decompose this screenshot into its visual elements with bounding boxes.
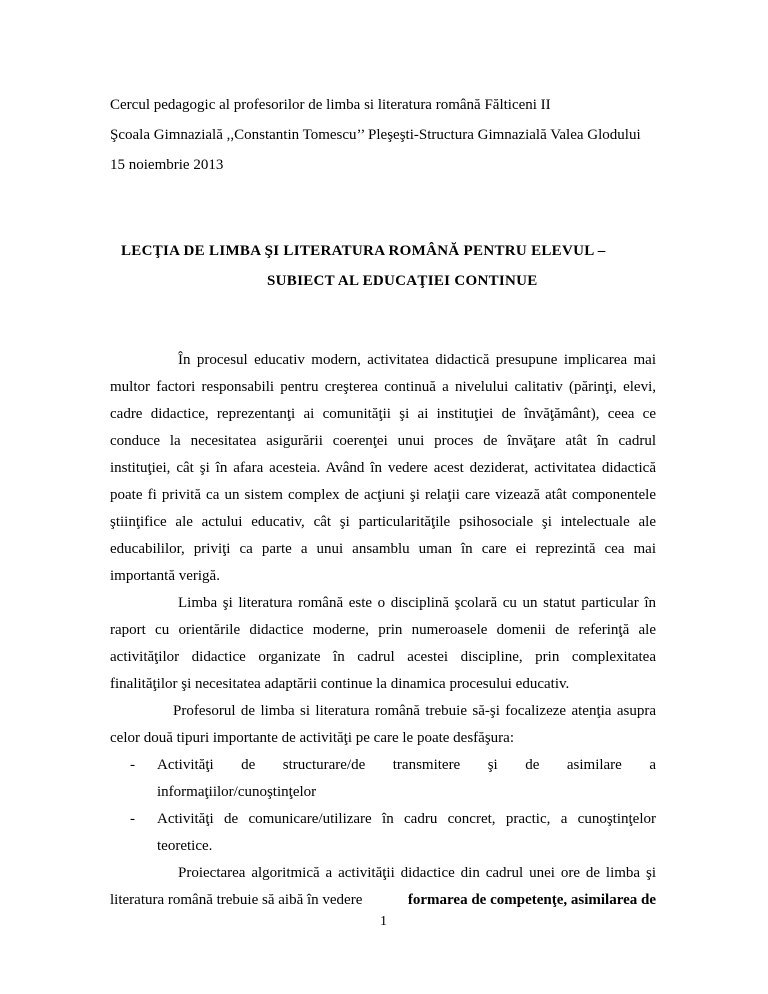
paragraph-1-line-8: educabililor, priviţi ca parte a unui ansamblu uman în care ei reprezintă cea mai — [110, 541, 656, 557]
bullet-1-dash: - — [130, 757, 135, 773]
paragraph-2-line-1: Limba şi literatura română este o disciplină şcolară cu un statut particular în — [178, 595, 656, 611]
bullet-2-line-1: Activităţi de comunicare/utilizare în cadru concret, practic, a cunoştinţelor — [157, 811, 656, 827]
title-line-2: SUBIECT AL EDUCAŢIEI CONTINUE — [267, 273, 538, 289]
paragraph-1-line-3: cadre didactice, reprezentanţi ai comunităţii şi ai instituţiei de învăţământ), ceea ce — [110, 406, 656, 422]
paragraph-1-line-4: conduce la necesitatea asigurării coerenţei unui proces de învăţare atât în cadrul — [110, 433, 656, 449]
title-line-1: LECŢIA DE LIMBA ŞI LITERATURA ROMÂNĂ PENTRU ELEVUL – — [121, 243, 606, 259]
paragraph-1-line-7: ştiinţifice ale actului educativ, cât şi particularităţile psihosociale şi intelectuale ale — [110, 514, 656, 530]
bullet-2-line-2: teoretice. — [157, 838, 213, 854]
paragraph-2-line-4: finalităţilor şi necesitatea adaptării continue la dinamica procesului educativ. — [110, 676, 570, 692]
paragraph-2-line-3: activităţilor didactice organizate în cadrul acestei discipline, prin complexitatea — [110, 649, 656, 665]
paragraph-4-line-2-text: literatura română trebuie să aibă în vedere — [110, 892, 367, 908]
bullet-1-line-2: informaţiilor/cunoştinţelor — [157, 784, 317, 800]
paragraph-3-line-1: Profesorul de limba si literatura română trebuie să-şi focalizeze atenţia asupra — [173, 703, 656, 719]
paragraph-1-line-9: importantă verigă. — [110, 568, 220, 584]
paragraph-1-line-2: multor factori responsabili pentru creşterea continuă a nivelului calitativ (părinţi, elevi, — [110, 379, 656, 395]
paragraph-1-line-1: În procesul educativ modern, activitatea didactică presupune implicarea mai — [178, 352, 656, 368]
paragraph-4-bold-text: formarea de competenţe, asimilarea de — [407, 892, 656, 908]
paragraph-3-line-2: celor două tipuri importante de activităţi pe care le poate desfăşura: — [110, 730, 514, 746]
header-line-1: Cercul pedagogic al profesorilor de limba si literatura română Fălticeni II — [110, 97, 551, 113]
page-number: 1 — [380, 914, 387, 929]
paragraph-2-line-2: raport cu orientările didactice moderne, prin numeroasele domenii de referinţă ale — [110, 622, 656, 638]
header-line-2: Şcoala Gimnazială ,,Constantin Tomescu’’ Pleşeşti-Structura Gimnazială Valea Glodului — [110, 127, 641, 143]
paragraph-4-line-1: Proiectarea algoritmică a activităţii didactice din cadrul unei ore de limba şi — [178, 865, 656, 881]
bullet-2-dash: - — [130, 811, 135, 827]
paragraph-1-line-6: poate fi privită ca un sistem complex de acţiuni şi relaţii care vizează atât componentele — [110, 487, 656, 503]
bullet-1-line-1: Activităţi de structurare/de transmitere şi de asimilare a — [157, 757, 656, 773]
header-date: 15 noiembrie 2013 — [110, 157, 224, 173]
paragraph-1-line-5: instituţiei, cât şi în afara acesteia. Având în vedere acest deziderat, activitatea didactică — [110, 460, 656, 476]
paragraph-4-line-2 — [110, 891, 656, 909]
